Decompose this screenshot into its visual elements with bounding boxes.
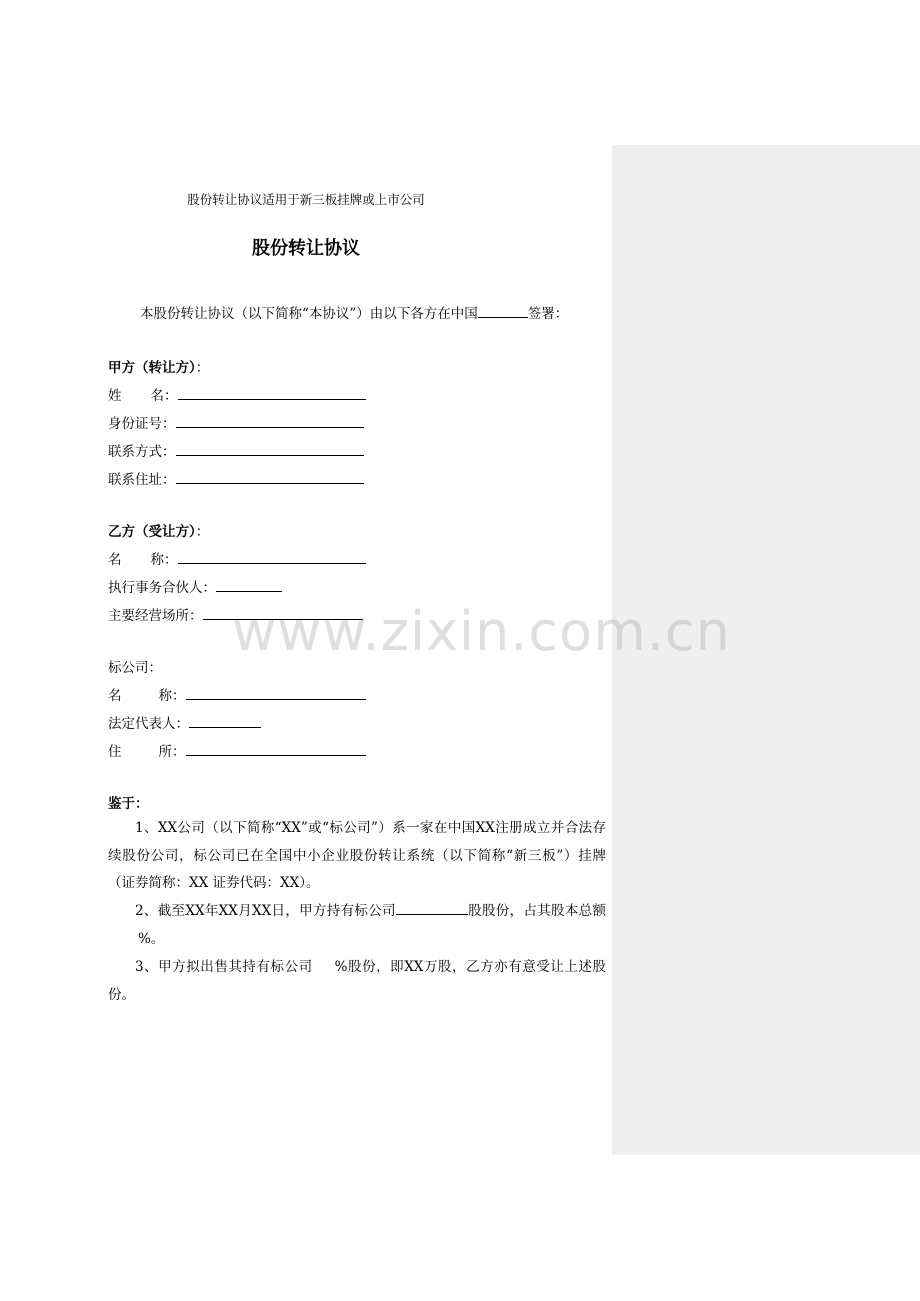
watermark: www.zixin.com.cn bbox=[232, 600, 731, 663]
party-a-address-row bbox=[108, 468, 364, 488]
party-a-id-blank[interactable] bbox=[176, 414, 364, 428]
p3-text-b: %股份，即XX万股，乙方亦有意受让上述股份。 bbox=[108, 959, 606, 1003]
party-b-heading bbox=[108, 520, 209, 540]
party-b-name-row bbox=[108, 548, 366, 568]
party-a-address-label: 联系住址： bbox=[108, 472, 176, 488]
party-b-partner-row bbox=[108, 576, 282, 596]
target-rep-row bbox=[108, 712, 261, 732]
target-address-label-1: 住 bbox=[108, 744, 122, 760]
party-a-heading-text: 甲方（转让方） bbox=[108, 360, 196, 376]
document-subtitle: 股份转让协议适用于新三板挂牌或上市公司 bbox=[187, 192, 425, 207]
location-blank[interactable] bbox=[478, 304, 528, 318]
party-b-name-label-2: 称： bbox=[150, 552, 178, 568]
party-a-colon: ： bbox=[195, 360, 210, 376]
party-a-id-row bbox=[108, 412, 364, 432]
target-heading: 标公司： bbox=[108, 660, 162, 676]
target-name-label-2: 称： bbox=[158, 688, 186, 704]
whereas-paragraph-2 bbox=[108, 898, 606, 953]
party-a-contact-label: 联系方式： bbox=[108, 444, 176, 460]
party-b-partner-blank[interactable] bbox=[216, 578, 282, 592]
party-b-name-blank[interactable] bbox=[178, 550, 366, 564]
target-address-blank[interactable] bbox=[186, 742, 366, 756]
party-b-heading-text: 乙方（受让方） bbox=[108, 524, 196, 540]
party-a-heading bbox=[108, 356, 209, 376]
document-title: 股份转让协议 bbox=[252, 238, 360, 259]
whereas-paragraph-1: 1、XX公司（以下简称“XX”或“标公司”）系一家在中国XX注册成立并合法存续股份公司，标公司已在全国中小企业股份转让系统（以下简称“新三板”）挂牌（证券简称：XX 证券代码：XX）。 bbox=[108, 820, 606, 891]
intro-sign-text: 签署： bbox=[527, 306, 569, 322]
intro-line bbox=[140, 302, 568, 322]
party-a-id-label: 身份证号： bbox=[108, 416, 176, 432]
p2-text-c: %。 bbox=[138, 930, 165, 947]
p2-text-a: 2、截至XX年XX月XX日，甲方持有标公司 bbox=[135, 903, 396, 919]
party-a-name-label-1: 姓 bbox=[108, 388, 122, 404]
target-address-row bbox=[108, 740, 366, 760]
whereas-paragraph-3 bbox=[108, 954, 606, 1009]
party-b-partner-label: 执行事务合伙人： bbox=[108, 580, 216, 596]
party-b-place-label: 主要经营场所： bbox=[108, 608, 203, 624]
p2-text-b: 股股份，占其股本总额 bbox=[467, 903, 606, 919]
party-a-name-blank[interactable] bbox=[178, 386, 366, 400]
party-a-address-blank[interactable] bbox=[176, 470, 364, 484]
party-a-contact-row bbox=[108, 440, 364, 460]
whereas-heading: 鉴于： bbox=[108, 796, 149, 812]
party-b-name-label-1: 名 bbox=[108, 552, 122, 568]
p2-shares-blank[interactable] bbox=[396, 901, 468, 915]
party-a-name-row bbox=[108, 384, 366, 404]
party-a-contact-blank[interactable] bbox=[176, 442, 364, 456]
target-name-label-1: 名 bbox=[108, 688, 122, 704]
target-rep-blank[interactable] bbox=[189, 714, 261, 728]
party-b-colon: ： bbox=[195, 524, 210, 540]
target-address-label-2: 所： bbox=[158, 744, 186, 760]
intro-text: 本股份转让协议（以下简称“本协议”）由以下各方在中国 bbox=[140, 306, 478, 322]
p3-text-a: 3、甲方拟出售其持有标公司 bbox=[135, 959, 313, 975]
target-name-row bbox=[108, 684, 366, 704]
target-name-blank[interactable] bbox=[186, 686, 366, 700]
target-rep-label: 法定代表人： bbox=[108, 716, 189, 732]
party-a-name-label-2: 名： bbox=[150, 388, 178, 404]
